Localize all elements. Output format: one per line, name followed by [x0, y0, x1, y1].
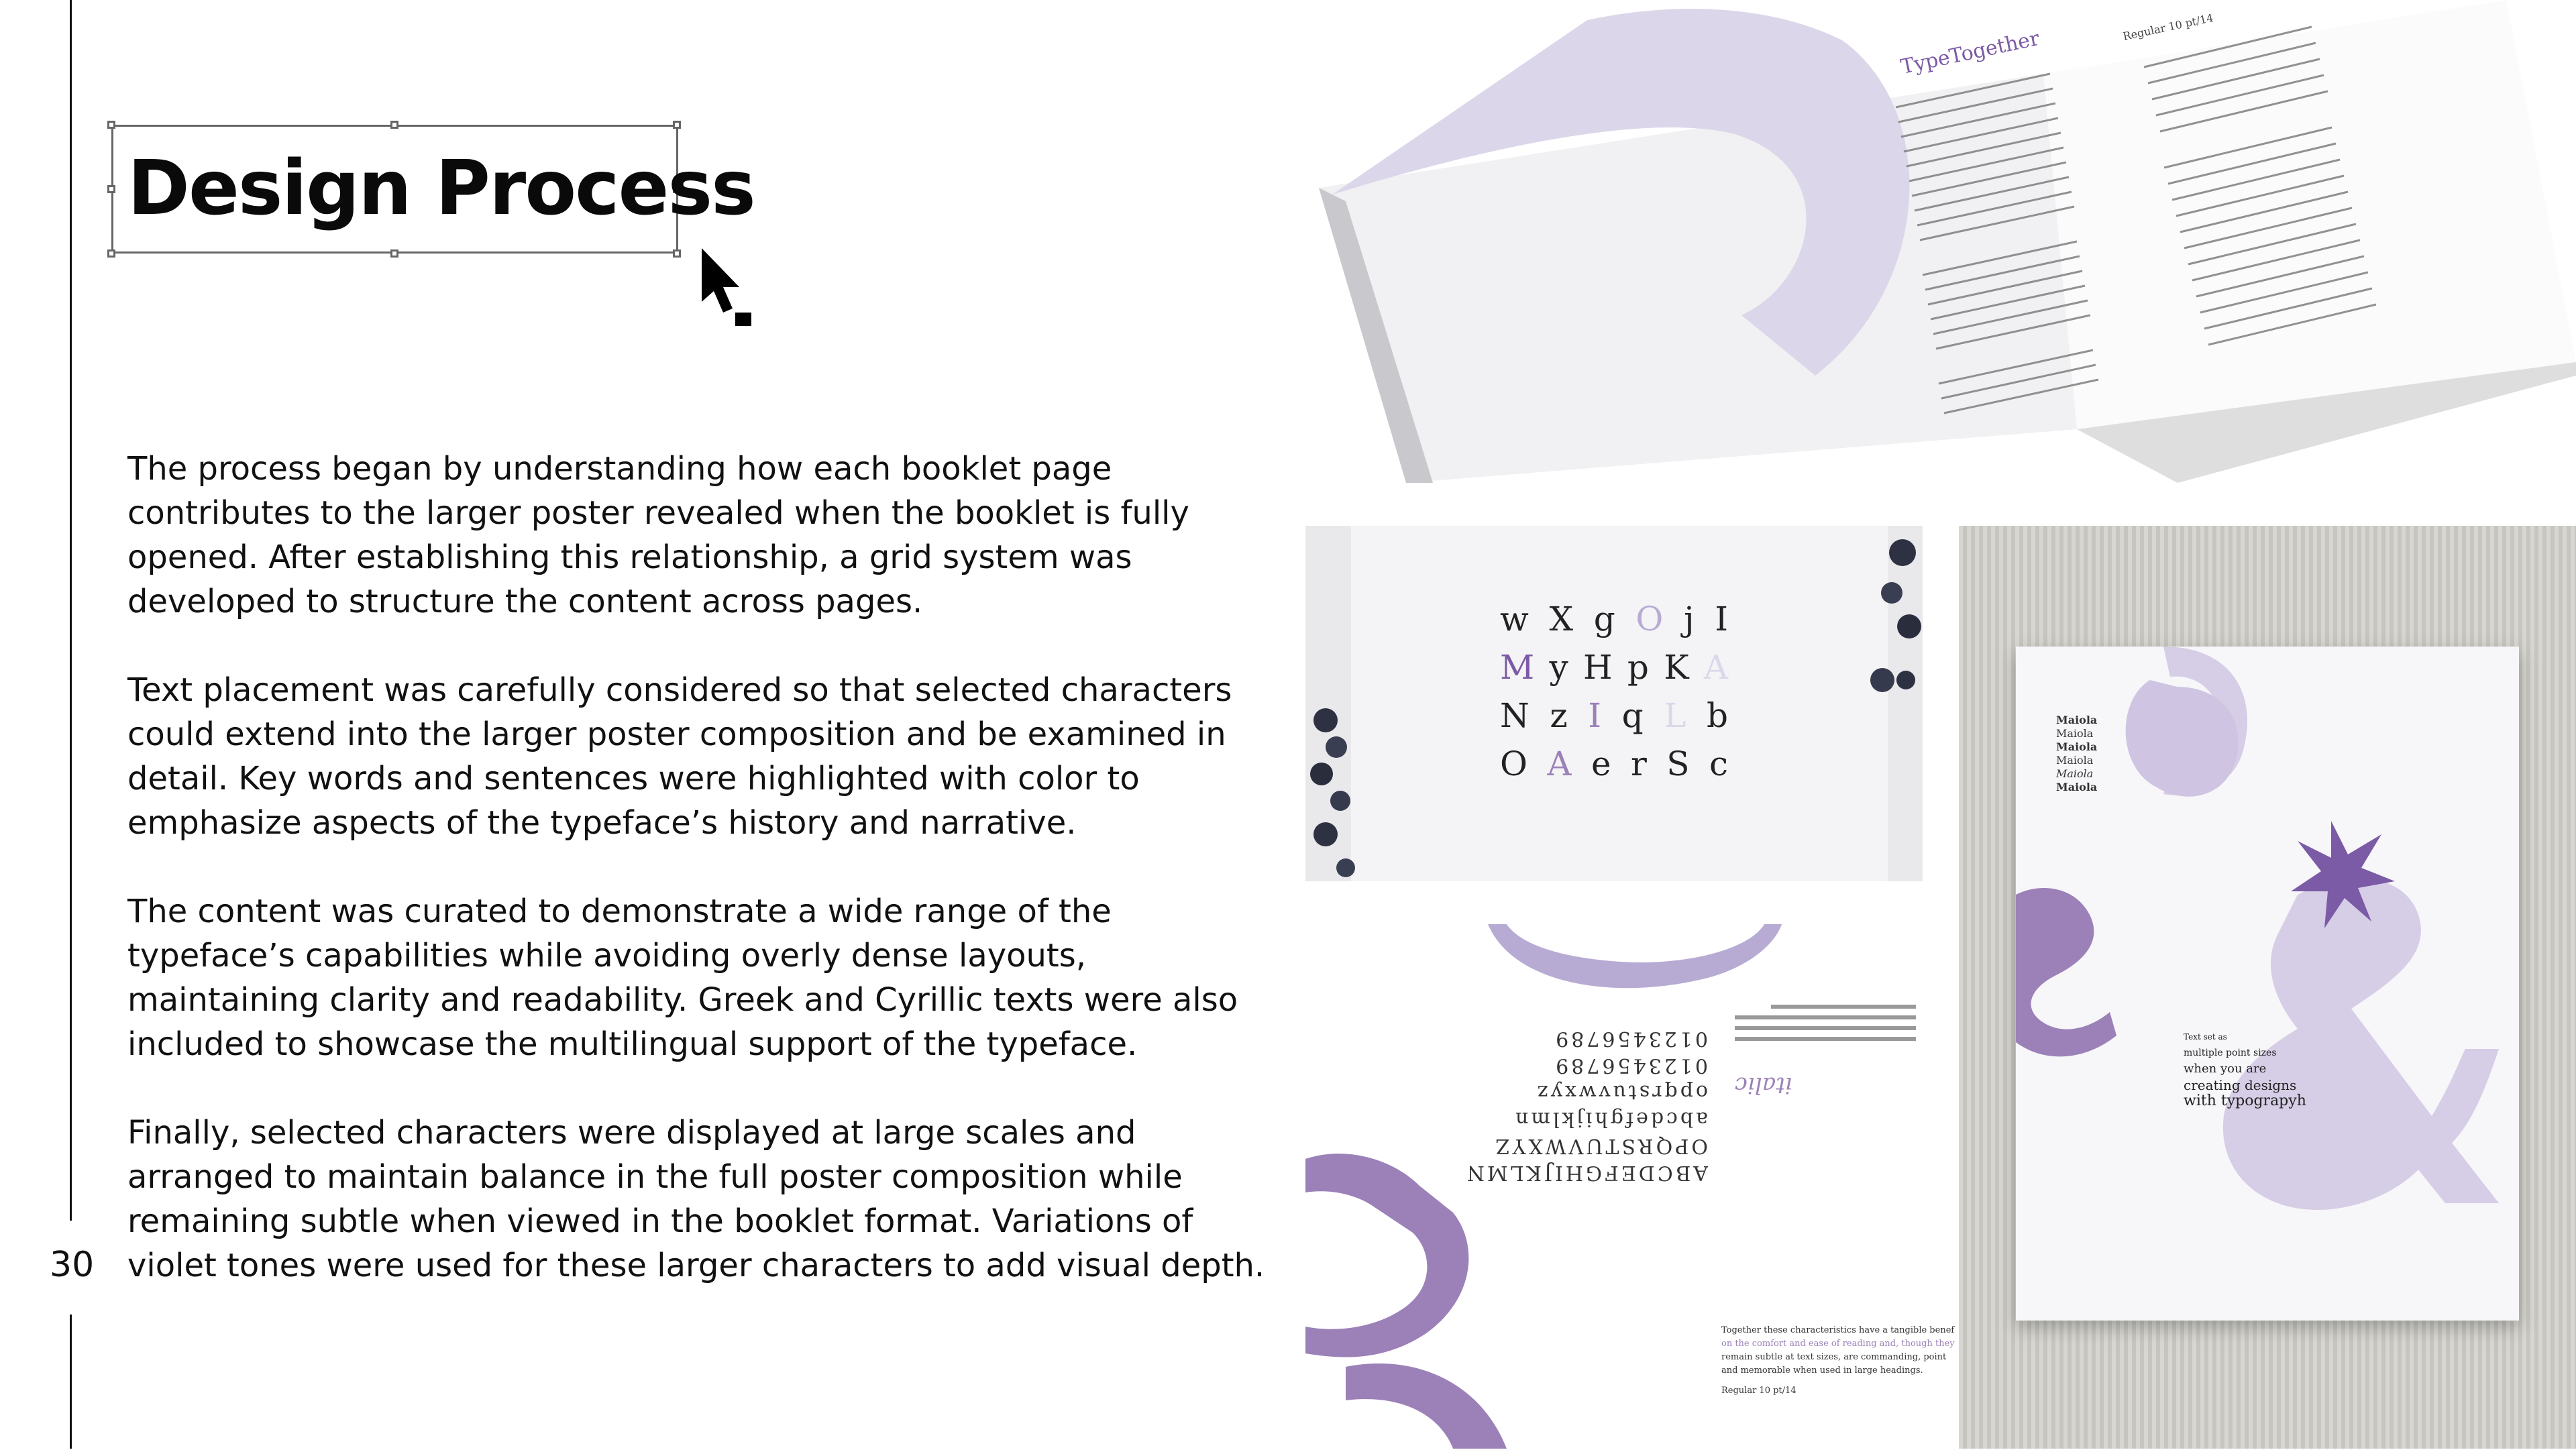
resize-handle[interactable]	[673, 121, 681, 129]
tagline-line: creating designs	[2184, 1077, 2297, 1093]
resize-handle[interactable]	[390, 249, 398, 258]
resize-handle[interactable]	[390, 121, 398, 129]
paragraph-1: The process began by understanding how each booklet page contributes to the larger poster revealed when the booklet is fully opened. After establishing this relationship, a grid system was developed to structure the content across pages.	[127, 450, 1189, 620]
glyph: A	[1703, 648, 1728, 687]
paragraph-3: The content was curated to demonstrate a wide range of the typeface’s capabilities while avoiding overly dense layouts, maintaining clarity and readability. Greek and Cyrillic texts were also included to showcase the multilingual support of the typeface.	[127, 893, 1238, 1063]
glyph: O	[1635, 600, 1664, 638]
page-number: 30	[50, 1245, 95, 1285]
glyph: N	[1500, 696, 1529, 735]
weight-sample: Maiola	[2056, 754, 2094, 767]
alphabet-line: 0123456789	[1553, 1027, 1708, 1050]
poster-mockup-image	[1959, 526, 2576, 1449]
glyph: q	[1621, 696, 1644, 735]
booklet-spread-image	[1305, 0, 2576, 483]
glyph: w	[1500, 600, 1529, 638]
tagline-line: when you are	[2184, 1062, 2267, 1076]
glyph: b	[1706, 696, 1728, 735]
caption-line: on the comfort and ease of reading and, though they	[1721, 1339, 1955, 1349]
poster-tagline	[2184, 1029, 2306, 1109]
weight-sample: Maiola	[2056, 714, 2098, 726]
glyph: I	[1588, 696, 1602, 735]
glyph: r	[1630, 744, 1647, 783]
glyph: X	[1549, 600, 1574, 638]
brand-text: TypeTogether	[1898, 26, 2042, 79]
weight-sample: Maiola	[2056, 781, 2098, 793]
glyph: L	[1664, 696, 1686, 735]
upside-down-alphabet	[1464, 1025, 1708, 1186]
glyph: O	[1500, 744, 1527, 783]
resize-handle[interactable]	[107, 185, 115, 193]
glyph: e	[1591, 744, 1611, 783]
alphabet-line: abcdefghijklmn	[1513, 1107, 1708, 1131]
margin-rule-bottom	[70, 1315, 72, 1449]
weight-sample: Maiola	[2056, 727, 2094, 740]
glyph: A	[1547, 744, 1572, 783]
poster	[2016, 647, 2519, 1321]
tagline-line: multiple point sizes	[2184, 1048, 2277, 1058]
weights-list	[2056, 714, 2097, 794]
weight-sample: Maiola	[2056, 740, 2098, 753]
alphabet-line: opqrstuvwxyz	[1535, 1080, 1708, 1104]
resize-handle[interactable]	[107, 249, 115, 258]
caption-line: and memorable when used in large headings.	[1721, 1365, 1923, 1376]
alphabet-line: 0123456789	[1553, 1054, 1708, 1077]
tagline-line: with typograpyh	[2184, 1093, 2306, 1109]
specimen-caption	[1721, 1324, 1955, 1398]
glyph: c	[1709, 744, 1728, 783]
body-text	[127, 447, 1268, 1332]
margin-rule-top	[70, 0, 72, 1221]
glyph-grid-image	[1305, 526, 1923, 881]
glyph: H	[1583, 648, 1613, 687]
weight-sample: Maiola	[2056, 767, 2094, 780]
glyph: I	[1715, 600, 1728, 638]
spread-size-label: Regular 10 pt/14	[2121, 11, 2215, 43]
resize-handle[interactable]	[673, 249, 681, 258]
tagline-line: Text set as	[2184, 1032, 2227, 1042]
alphabet-line: ABCDEFGHIJKLMN	[1464, 1161, 1708, 1184]
glyph: y	[1549, 648, 1568, 687]
glyph: K	[1664, 648, 1689, 687]
caption-line: Together these characteristics have a tangible benef	[1721, 1325, 1955, 1335]
glyph: z	[1550, 696, 1568, 735]
glyph: p	[1627, 648, 1649, 687]
booklet-spread-illustration	[1305, 0, 2576, 483]
glyph: S	[1666, 744, 1690, 783]
cursor-pointer-icon	[698, 245, 751, 326]
glyph: g	[1593, 600, 1615, 638]
upside-down-paragraph	[1735, 998, 1916, 1048]
specimen-page-image	[1305, 924, 1955, 1449]
caption-line: remain subtle at text sizes, are commanding, point	[1721, 1352, 1947, 1362]
glyph-grid	[1500, 600, 1728, 793]
resize-handle[interactable]	[107, 121, 115, 129]
paragraph-2: Text placement was carefully considered so that selected characters could extend into the larger poster composition and be examined in detail. Key words and sentences were highlighted with color to emphasize aspects of the typeface’s history and narrative.	[127, 671, 1232, 842]
caption-size: Regular 10 pt/14	[1721, 1386, 1796, 1396]
glyph: M	[1500, 648, 1535, 687]
paragraph-4: Finally, selected characters were displayed at large scales and arranged to maintain balance in the full poster composition while remaining subtle when viewed in the booklet format. Variations of violet tones were used for these larger characters to add visual depth.	[127, 1114, 1265, 1284]
alphabet-line: OPQRSTUVWXYZ	[1493, 1134, 1708, 1158]
upside-down-italic-label: italic	[1735, 1072, 1792, 1099]
page-title[interactable]: Design Process	[127, 145, 755, 232]
glyph: j	[1684, 600, 1695, 638]
